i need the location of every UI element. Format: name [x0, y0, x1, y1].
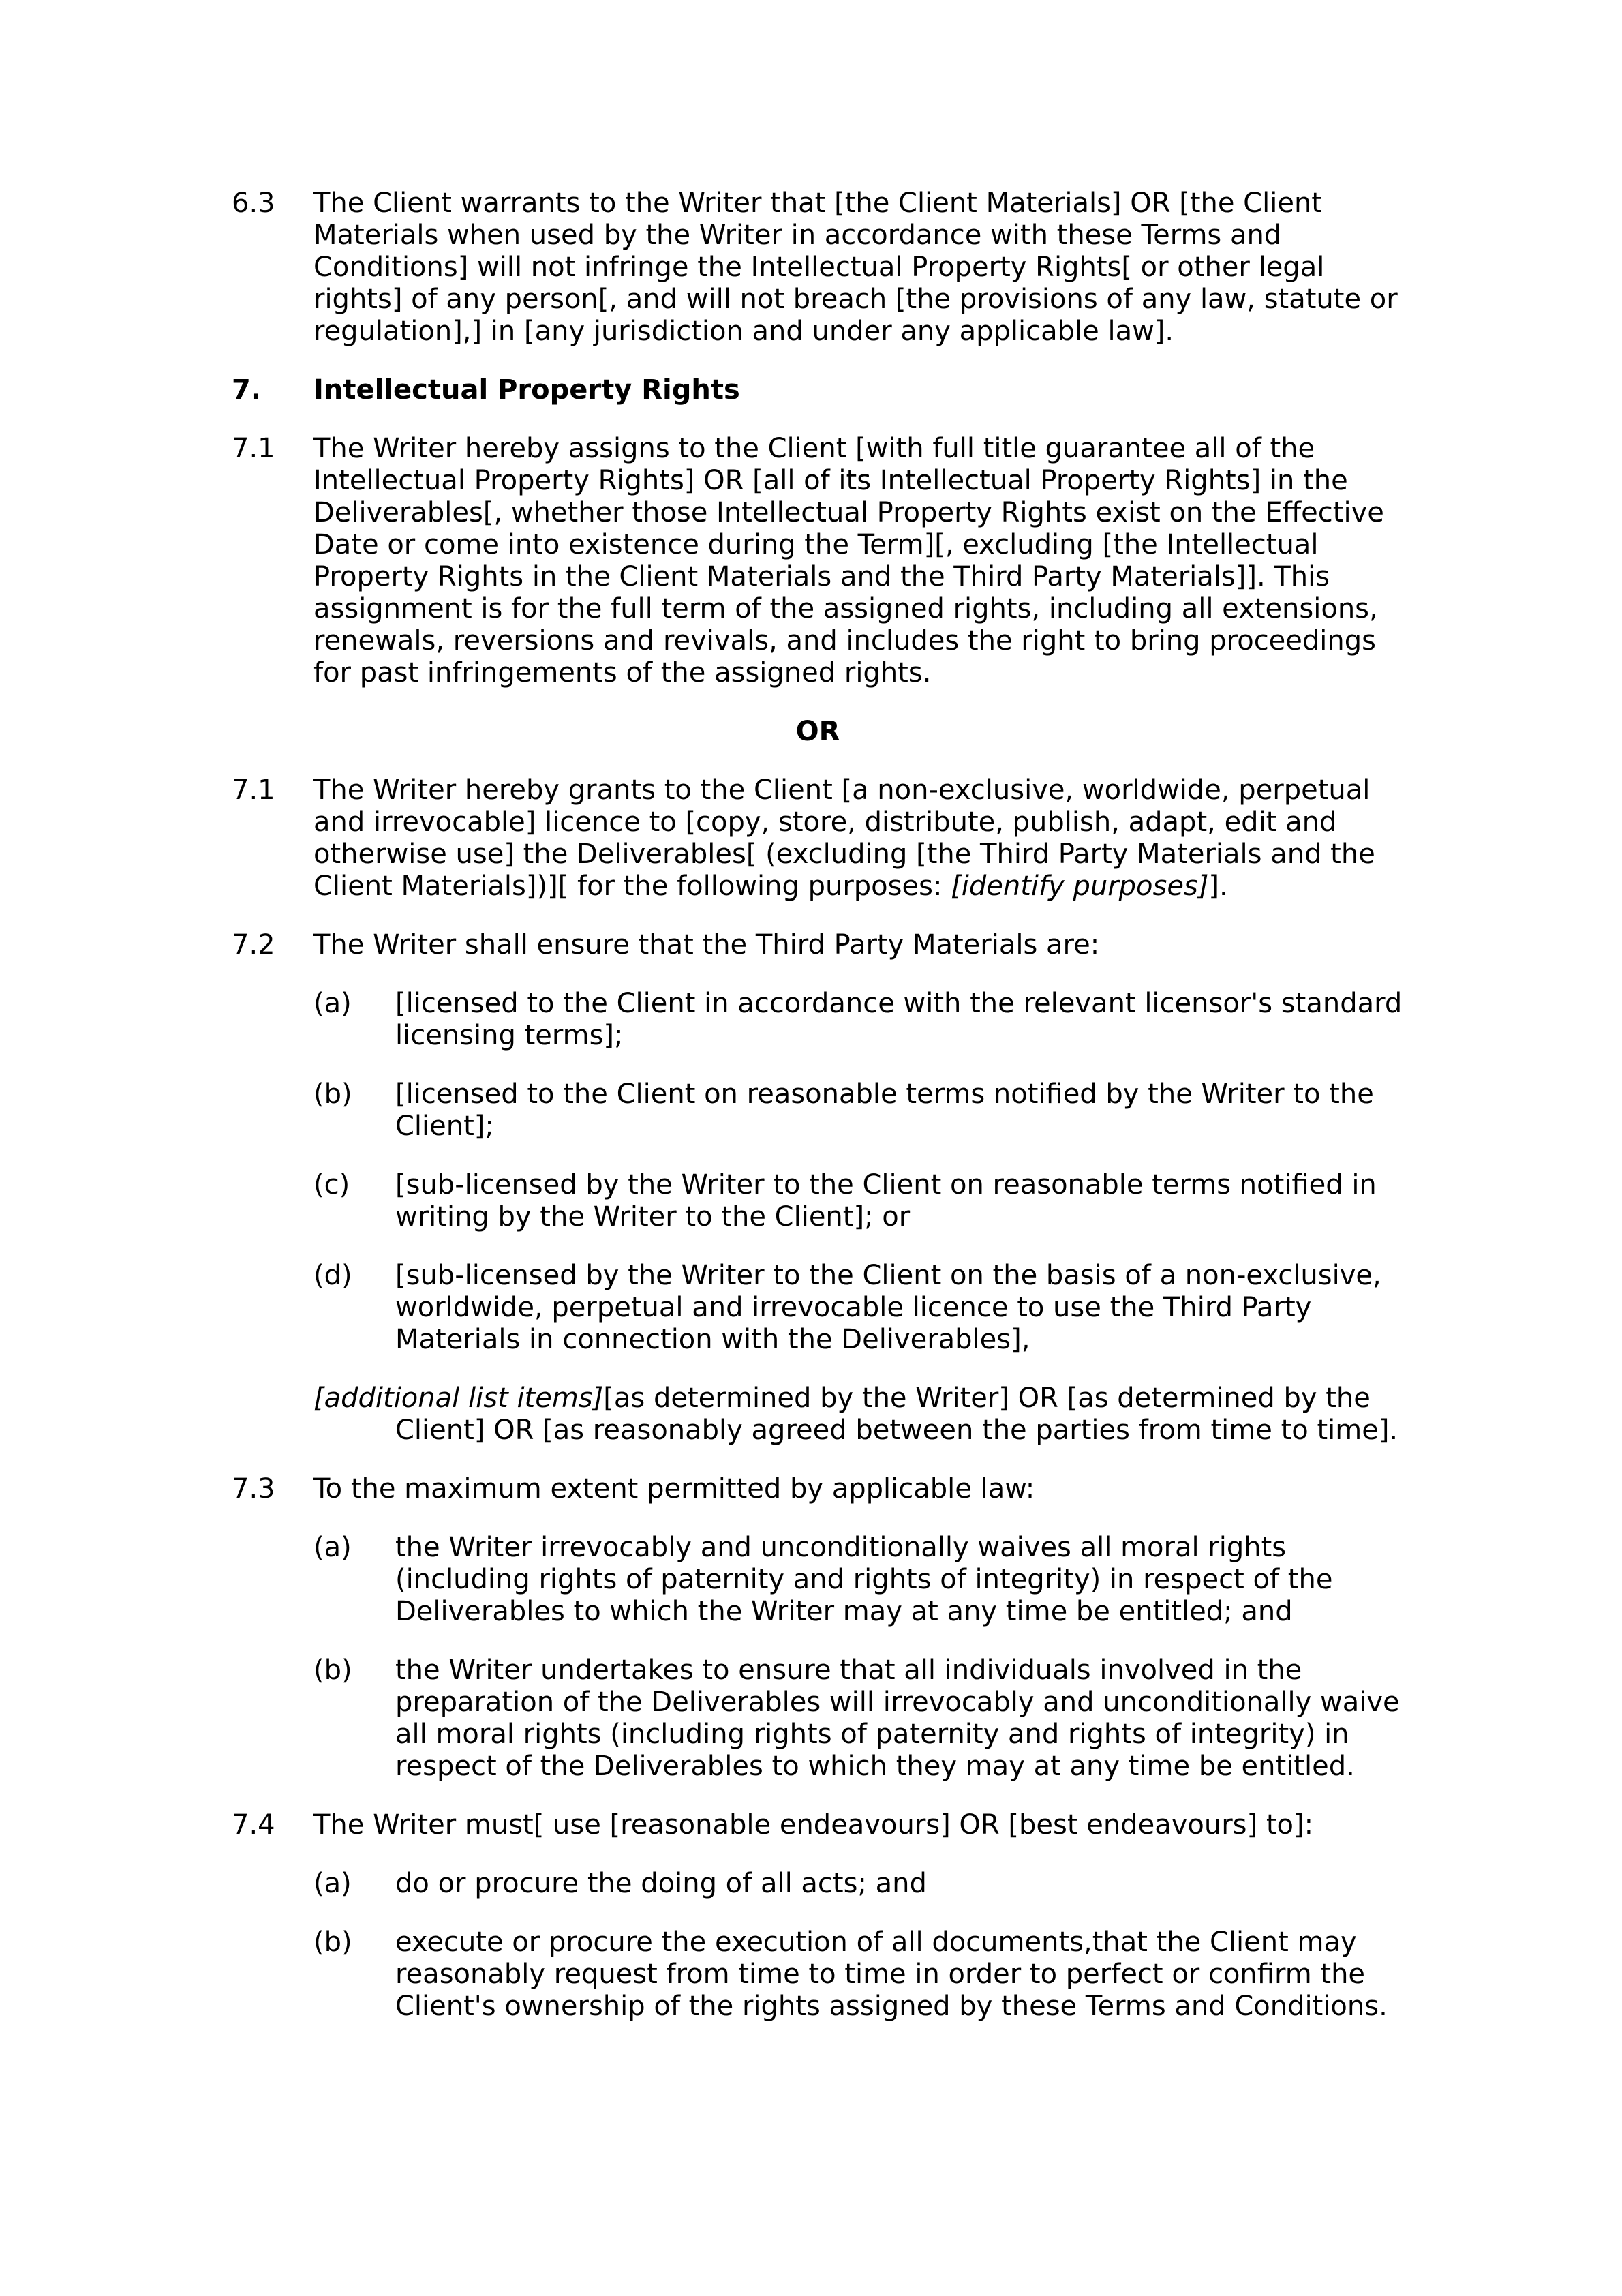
list-item: [232, 1260, 1404, 1356]
list-item-label: (c): [313, 1169, 350, 1200]
clause-number: 7.3: [232, 1473, 275, 1505]
clause-6-3: [232, 187, 1404, 348]
clause-number: 7.4: [232, 1809, 275, 1841]
list-item-label: (a): [313, 1868, 352, 1899]
list-item-text: execute or procure the execution of all documents,that the Client may reasonably request from time to time in order to perfect or confirm the Client's ownership of the rights assigned by these Terms and Conditions.: [395, 1927, 1388, 2022]
list-item-label: (b): [313, 1927, 352, 1958]
list-item-text: [sub-licensed by the Writer to the Client on the basis of a non-exclusive, worldwide, perpetual and irrevocable licence to use the Third Party Materials in connection with the Deliverables],: [395, 1260, 1381, 1355]
clause-7-3: [232, 1473, 1404, 1505]
clause-7-1-licence: [232, 774, 1404, 903]
clause-number: 6.3: [232, 187, 275, 219]
list-item-text: the Writer irrevocably and unconditionally waives all moral rights (including rights of paternity and rights of integrity) in respect of the Deliverables to which the Writer may at any time be entitled; and: [395, 1532, 1333, 1627]
clause-text-part: ].: [1208, 871, 1228, 902]
list-tail-placeholder: [additional list items]: [313, 1383, 604, 1414]
section-heading-7: [232, 374, 1404, 406]
list-item-label: (a): [313, 988, 352, 1019]
list-item: [232, 1927, 1404, 2023]
clause-text: The Writer hereby assigns to the Client [with full title guarantee all of the Intellectual Property Rights] OR [all of its Intellectual Property Rights] in the Deliverables[, whether those Intellectual Property Rights exist on the Effective Date or come into existence during the Term][, excluding [the Intellectual Property Rights in the Client Materials and the Third Party Materials]]. This assignment is for the full term of the assigned rights, including all extensions, renewals, reversions and revivals, and includes the right to bring proceedings for past infringements of the assigned rights.: [313, 433, 1384, 689]
list-item: [232, 1655, 1404, 1783]
clause-number: 7.2: [232, 929, 275, 961]
list-tail-text: [as determined by the Writer] OR [as determined by the Client] OR [as reasonably agreed between the parties from time to time].: [395, 1383, 1398, 1446]
list-item-label: (b): [313, 1078, 352, 1110]
clause-7-2: [232, 929, 1404, 961]
clause-number: 7.1: [232, 774, 275, 806]
clause-text: To the maximum extent permitted by applicable law:: [313, 1473, 1035, 1505]
list-item-label: (b): [313, 1655, 352, 1686]
clause-placeholder: [identify purposes]: [951, 871, 1209, 902]
list-item: [232, 1078, 1404, 1143]
clause-text: The Client warrants to the Writer that [the Client Materials] OR [the Client Materials when used by the Writer in accordance with these Terms and Conditions] will not infringe the Intellectual Property Rights[ or other legal rights] of any person[, and will not breach [the provisions of any law, statute or regulation],] in [any jurisdiction and under any applicable law].: [313, 187, 1398, 347]
list-item: [232, 988, 1404, 1052]
list-item-label: (a): [313, 1532, 352, 1563]
section-number: 7.: [232, 374, 262, 406]
list-item-text: the Writer undertakes to ensure that all individuals involved in the preparation of the Deliverables will irrevocably and unconditionally waive all moral rights (including rights of paternity and rights of integrity) in respect of the Deliverables to which they may at any time be entitled.: [395, 1655, 1400, 1782]
clause-text: The Writer must[ use [reasonable endeavours] OR [best endeavours] to]:: [313, 1809, 1314, 1841]
list-item: [232, 1532, 1404, 1628]
clause-7-1-assignment: [232, 433, 1404, 689]
section-title: Intellectual Property Rights: [313, 374, 740, 406]
list-item-label: (d): [313, 1260, 352, 1291]
clause-text: The Writer shall ensure that the Third Party Materials are:: [313, 929, 1100, 961]
clause-7-4: [232, 1809, 1404, 1841]
list-item: [232, 1868, 1404, 1900]
list-item-text: [licensed to the Client in accordance with the relevant licensor's standard licensing terms];: [395, 988, 1403, 1051]
document-page: [232, 187, 1404, 2049]
list-tail-paragraph: [232, 1383, 1404, 1447]
list-item-text: do or procure the doing of all acts; and: [395, 1868, 927, 1899]
list-item: [232, 1169, 1404, 1233]
alternative-or-label: OR: [795, 716, 840, 747]
clause-number: 7.1: [232, 433, 275, 464]
list-item-text: [licensed to the Client on reasonable terms notified by the Writer to the Client];: [395, 1078, 1374, 1142]
clause-text-part: The Writer hereby grants to the Client [a non-exclusive, worldwide, perpetual and irrevocable] licence to [copy, store, distribute, publish, adapt, edit and otherwise use] the Deliverables[ (excluding [the Third Party Materials and the Client Materials])][ for the following purposes:: [313, 774, 1375, 902]
list-item-text: [sub-licensed by the Writer to the Client on reasonable terms notified in writing by the Writer to the Client]; or: [395, 1169, 1377, 1233]
